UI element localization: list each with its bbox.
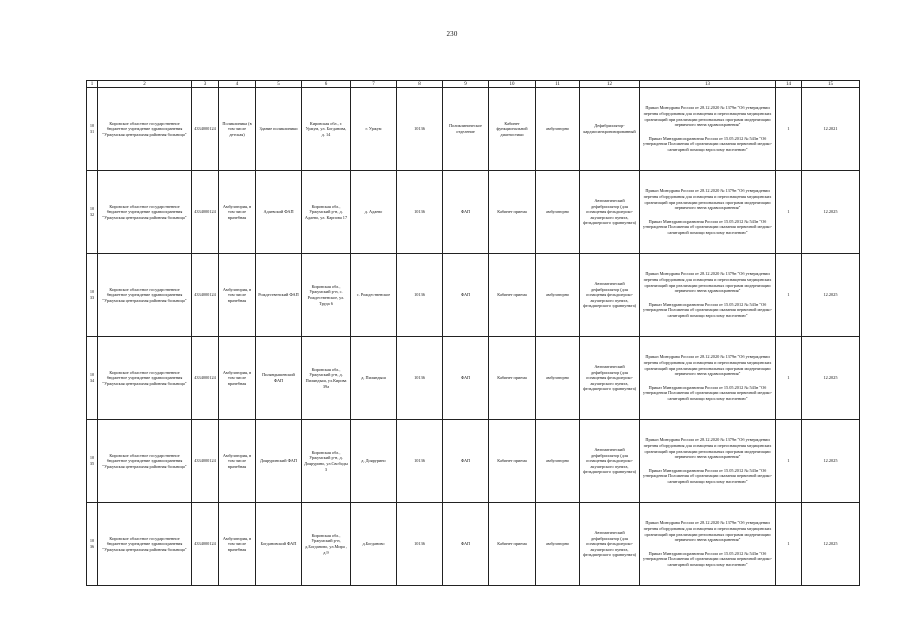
column-number: 7: [351, 81, 397, 88]
cabinet-cell: Кабинет приема: [489, 503, 536, 586]
column-number: 11: [536, 81, 580, 88]
table-row: [87, 503, 860, 586]
inn-cell: 4334000124: [192, 503, 219, 586]
organization-cell: Кировское областное государственное бюджетное учреждение здравоохранения "Уржумская центральная районная больница": [98, 503, 192, 586]
address-cell: Кировская обл., Уржумский р-н, д. Пиляндыш, ул.Кирова 39а: [302, 337, 351, 420]
legal-basis-order-543n: Приказ Минздравсоцразвития России от 15.05.2012 № 543н "Об утверждении Положения об организации оказания первичной медико-санитарной помощи взрослому населению": [642, 135, 773, 152]
legal-basis-order-1379n: Приказ Минздрава России от 28.12.2020 № 1379н "Об утверждении перечня оборудования для оснащения и переоснащения медицинских организаций при реализации региональных программ модернизации первичного звена здравоохранения": [643, 188, 772, 211]
cabinet-cell: Кабинет приема: [489, 254, 536, 337]
quantity-cell: 1: [776, 171, 802, 254]
date-cell: 12.2025: [802, 171, 860, 254]
spacer: [642, 294, 773, 302]
building-cell: Адаевский ФАП: [256, 171, 302, 254]
column-number: 15: [802, 81, 860, 88]
quantity-cell: 1: [776, 337, 802, 420]
care-type-cell: амбулаторно: [536, 503, 580, 586]
equipment-cell: Автоматический дефибриллятор (для оснащения фельдшерско-акушерского пункта, фельдшерского здравпункта): [580, 337, 640, 420]
locality-cell: с. Рождественское: [351, 254, 397, 337]
address-cell: Кировская обл., Уржумский р-н, д. Доярурино, ул.Свободы 3: [302, 420, 351, 503]
code-cell: 10136: [397, 503, 443, 586]
legal-basis-order-543n: Приказ Минздравсоцразвития России от 15.05.2012 № 543н "Об утверждении Положения об организации оказания первичной медико-санитарной помощи взрослому населению": [642, 384, 773, 401]
column-number: 14: [776, 81, 802, 88]
subdivision-cell: ФАП: [443, 503, 489, 586]
care-type-cell: амбулаторно: [536, 88, 580, 171]
premises-type-cell: Амбулатория, в том числе врачебная: [219, 420, 256, 503]
code-cell: 10136: [397, 88, 443, 171]
address-cell: Кировская обл., Уржумский р-н, д. Адаево, ул. Карпова 17: [302, 171, 351, 254]
spacer: [642, 211, 773, 219]
page-number: 230: [446, 30, 458, 38]
building-cell: Богдановский ФАП: [256, 503, 302, 586]
legal-basis-cell: [640, 503, 776, 586]
care-type-cell: амбулаторно: [536, 337, 580, 420]
date-cell: 12.2025: [802, 254, 860, 337]
subdivision-cell: ФАП: [443, 171, 489, 254]
spacer: [642, 460, 773, 468]
column-number: 8: [397, 81, 443, 88]
row-number-cell: 1036: [87, 503, 98, 586]
subdivision-cell: ФАП: [443, 337, 489, 420]
legal-basis-order-543n: Приказ Минздравсоцразвития России от 15.05.2012 № 543н "Об утверждении Положения об организации оказания первичной медико-санитарной помощи взрослому населению": [642, 550, 773, 567]
date-cell: 12.2021: [802, 88, 860, 171]
care-type-cell: амбулаторно: [536, 171, 580, 254]
locality-cell: д. Доярурино: [351, 420, 397, 503]
column-number: 5: [256, 81, 302, 88]
column-number: 3: [192, 81, 219, 88]
column-number: 13: [640, 81, 776, 88]
cabinet-cell: Кабинет приема: [489, 171, 536, 254]
code-cell: 10136: [397, 337, 443, 420]
equipment-cell: Автоматический дефибриллятор (для оснащения фельдшерско-акушерского пункта, фельдшерского здравпункта): [580, 503, 640, 586]
legal-basis-cell: [640, 88, 776, 171]
premises-type-cell: Амбулатория, в том числе врачебная: [219, 171, 256, 254]
organization-cell: Кировское областное государственное бюджетное учреждение здравоохранения "Уржумская центральная районная больница": [98, 88, 192, 171]
equipment-registry-table: [86, 80, 860, 586]
column-number-row: [87, 81, 860, 88]
code-cell: 10136: [397, 171, 443, 254]
column-number: 10: [489, 81, 536, 88]
subdivision-cell: Поликлиническое отделение: [443, 88, 489, 171]
locality-cell: г. Уржум: [351, 88, 397, 171]
row-number-cell: 1033: [87, 254, 98, 337]
equipment-cell: Дефибриллятор-кардиосинхронизированный: [580, 88, 640, 171]
building-cell: Пиляндышевский ФАП: [256, 337, 302, 420]
organization-cell: Кировское областное государственное бюджетное учреждение здравоохранения "Уржумская центральная районная больница": [98, 254, 192, 337]
equipment-cell: Автоматический дефибриллятор (для оснащения фельдшерско-акушерского пункта, фельдшерского здравпункта): [580, 254, 640, 337]
legal-basis-order-1379n: Приказ Минздрава России от 28.12.2020 № 1379н "Об утверждении перечня оборудования для оснащения и переоснащения медицинских организаций при реализации региональных программ модернизации первичного звена здравоохранения": [643, 105, 772, 128]
inn-cell: 4334000124: [192, 171, 219, 254]
building-cell: Рождественский ФАП: [256, 254, 302, 337]
cabinet-cell: Кабинет приема: [489, 420, 536, 503]
inn-cell: 4334000124: [192, 254, 219, 337]
organization-cell: Кировское областное государственное бюджетное учреждение здравоохранения "Уржумская центральная районная больница": [98, 420, 192, 503]
premises-type-cell: Амбулатория, в том числе врачебная: [219, 503, 256, 586]
equipment-cell: Автоматический дефибриллятор (для оснащения фельдшерско-акушерского пункта, фельдшерского здравпункта): [580, 420, 640, 503]
legal-basis-cell: [640, 254, 776, 337]
subdivision-cell: ФАП: [443, 254, 489, 337]
quantity-cell: 1: [776, 503, 802, 586]
legal-basis-order-543n: Приказ Минздравсоцразвития России от 15.05.2012 № 543н "Об утверждении Положения об организации оказания первичной медико-санитарной помощи взрослому населению": [642, 467, 773, 484]
code-cell: 10136: [397, 420, 443, 503]
address-cell: Кировская обл., Уржумский р-н, д.Богданово, ул.Мира , д.9: [302, 503, 351, 586]
care-type-cell: амбулаторно: [536, 420, 580, 503]
date-cell: 12.2025: [802, 420, 860, 503]
equipment-cell: Автоматический дефибриллятор (для оснащения фельдшерско-акушерского пункта, фельдшерского здравпункта): [580, 171, 640, 254]
legal-basis-order-543n: Приказ Минздравсоцразвития России от 15.05.2012 № 543н "Об утверждении Положения об организации оказания первичной медико-санитарной помощи взрослому населению": [642, 218, 773, 235]
address-cell: Кировская обл., Уржумский р-н, с. Рождественское, ул. Труда 6: [302, 254, 351, 337]
row-number-cell: 1034: [87, 337, 98, 420]
cabinet-cell: Кабинет приема: [489, 337, 536, 420]
row-number-cell: 1031: [87, 88, 98, 171]
column-number: 12: [580, 81, 640, 88]
care-type-cell: амбулаторно: [536, 254, 580, 337]
organization-cell: Кировское областное государственное бюджетное учреждение здравоохранения "Уржумская центральная районная больница": [98, 171, 192, 254]
cabinet-cell: Кабинет функциональной диагностики: [489, 88, 536, 171]
date-cell: 12.2025: [802, 337, 860, 420]
column-number: 4: [219, 81, 256, 88]
spacer: [642, 543, 773, 551]
table-row: [87, 254, 860, 337]
row-number-cell: 1032: [87, 171, 98, 254]
quantity-cell: 1: [776, 420, 802, 503]
legal-basis-cell: [640, 420, 776, 503]
subdivision-cell: ФАП: [443, 420, 489, 503]
row-number-cell: 1035: [87, 420, 98, 503]
organization-cell: Кировское областное государственное бюджетное учреждение здравоохранения "Уржумская центральная районная больница": [98, 337, 192, 420]
inn-cell: 4334000124: [192, 88, 219, 171]
premises-type-cell: Поликлиника (в том числе детская): [219, 88, 256, 171]
quantity-cell: 1: [776, 254, 802, 337]
spacer: [642, 128, 773, 136]
spacer: [642, 377, 773, 385]
locality-cell: д. Пиляндыш: [351, 337, 397, 420]
inn-cell: 4334000124: [192, 420, 219, 503]
premises-type-cell: Амбулатория, в том числе врачебная: [219, 254, 256, 337]
legal-basis-order-1379n: Приказ Минздрава России от 28.12.2020 № 1379н "Об утверждении перечня оборудования для оснащения и переоснащения медицинских организаций при реализации региональных программ модернизации первичного звена здравоохранения": [643, 354, 772, 377]
locality-cell: д.Богданово: [351, 503, 397, 586]
building-cell: Дояруринский ФАП: [256, 420, 302, 503]
inn-cell: 4334000124: [192, 337, 219, 420]
table-row: [87, 171, 860, 254]
building-cell: Здание поликлиники: [256, 88, 302, 171]
column-number: 9: [443, 81, 489, 88]
premises-type-cell: Амбулатория, в том числе врачебная: [219, 337, 256, 420]
table-row: [87, 88, 860, 171]
locality-cell: д. Адаево: [351, 171, 397, 254]
legal-basis-cell: [640, 171, 776, 254]
legal-basis-cell: [640, 337, 776, 420]
code-cell: 10136: [397, 254, 443, 337]
legal-basis-order-543n: Приказ Минздравсоцразвития России от 15.05.2012 № 543н "Об утверждении Положения об организации оказания первичной медико-санитарной помощи взрослому населению": [642, 301, 773, 318]
column-number: 6: [302, 81, 351, 88]
date-cell: 12.2025: [802, 503, 860, 586]
column-number: 2: [98, 81, 192, 88]
legal-basis-order-1379n: Приказ Минздрава России от 28.12.2020 № 1379н "Об утверждении перечня оборудования для оснащения и переоснащения медицинских организаций при реализации региональных программ модернизации первичного звена здравоохранения": [643, 520, 772, 543]
legal-basis-order-1379n: Приказ Минздрава России от 28.12.2020 № 1379н "Об утверждении перечня оборудования для оснащения и переоснащения медицинских организаций при реализации региональных программ модернизации первичного звена здравоохранения": [643, 437, 772, 460]
table-row: [87, 420, 860, 503]
quantity-cell: 1: [776, 88, 802, 171]
table-row: [87, 337, 860, 420]
legal-basis-order-1379n: Приказ Минздрава России от 28.12.2020 № 1379н "Об утверждении перечня оборудования для оснащения и переоснащения медицинских организаций при реализации региональных программ модернизации первичного звена здравоохранения": [643, 271, 772, 294]
address-cell: Кировская обл., г. Уржум, ул. Богданова, д. 14: [302, 88, 351, 171]
column-number: 1: [87, 81, 98, 88]
